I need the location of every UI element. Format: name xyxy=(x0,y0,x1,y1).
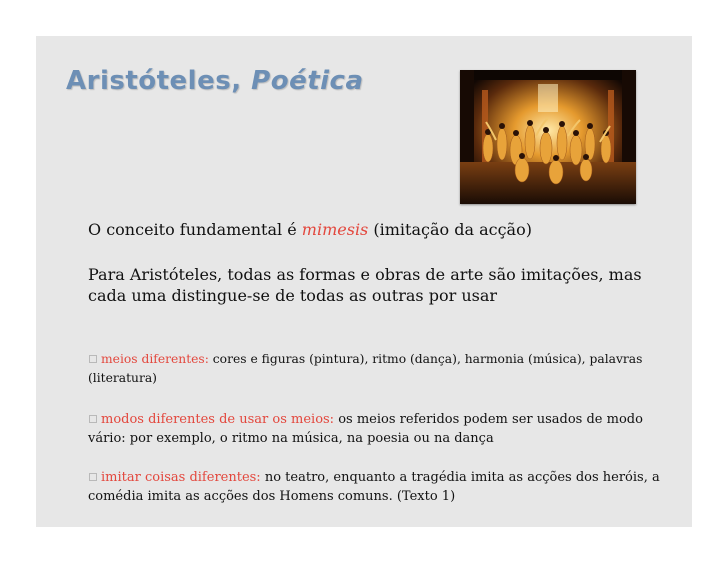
main-statement-end: (imitação da acção) xyxy=(373,220,532,239)
title-italic: Poética xyxy=(251,66,364,96)
bullet-icon xyxy=(89,355,97,363)
subitem-label: modos diferentes de usar os meios: xyxy=(101,412,335,427)
theatre-dancers-illustration xyxy=(460,70,636,204)
subitem-text: no teatro, enquanto a tragédia imita as acções dos heróis, a comédia imita as acções dos Homens comuns. (Texto 1) xyxy=(88,470,660,504)
aristotle-paragraph: Para Aristóteles, todas as formas e obras de arte são imitações, mas cada uma distingue-se de todas as outras por usar xyxy=(88,265,642,305)
main-statement xyxy=(88,220,532,239)
subitem-objects xyxy=(88,468,668,506)
mimesis-term: mimesis xyxy=(301,220,369,239)
main-statement-start: O conceito fundamental é xyxy=(88,220,297,239)
subitem-label: meios diferentes: xyxy=(101,352,209,366)
slide-title xyxy=(66,66,364,96)
slide xyxy=(36,36,692,527)
bullet-icon xyxy=(89,473,97,481)
subitem-text: os meios referidos podem ser usados de modo vário: por exemplo, o ritmo na música, na poesia ou na dança xyxy=(88,412,643,446)
theatre-photo xyxy=(460,70,636,204)
subitem-modes xyxy=(88,410,668,448)
subitem-text: cores e figuras (pintura), ritmo (dança), harmonia (música), palavras (literatura) xyxy=(88,352,643,385)
subitem-label: imitar coisas diferentes: xyxy=(101,470,261,485)
bullet-icon xyxy=(89,415,97,423)
subitem-means xyxy=(88,350,668,388)
title-main: Aristóteles, xyxy=(66,66,242,96)
